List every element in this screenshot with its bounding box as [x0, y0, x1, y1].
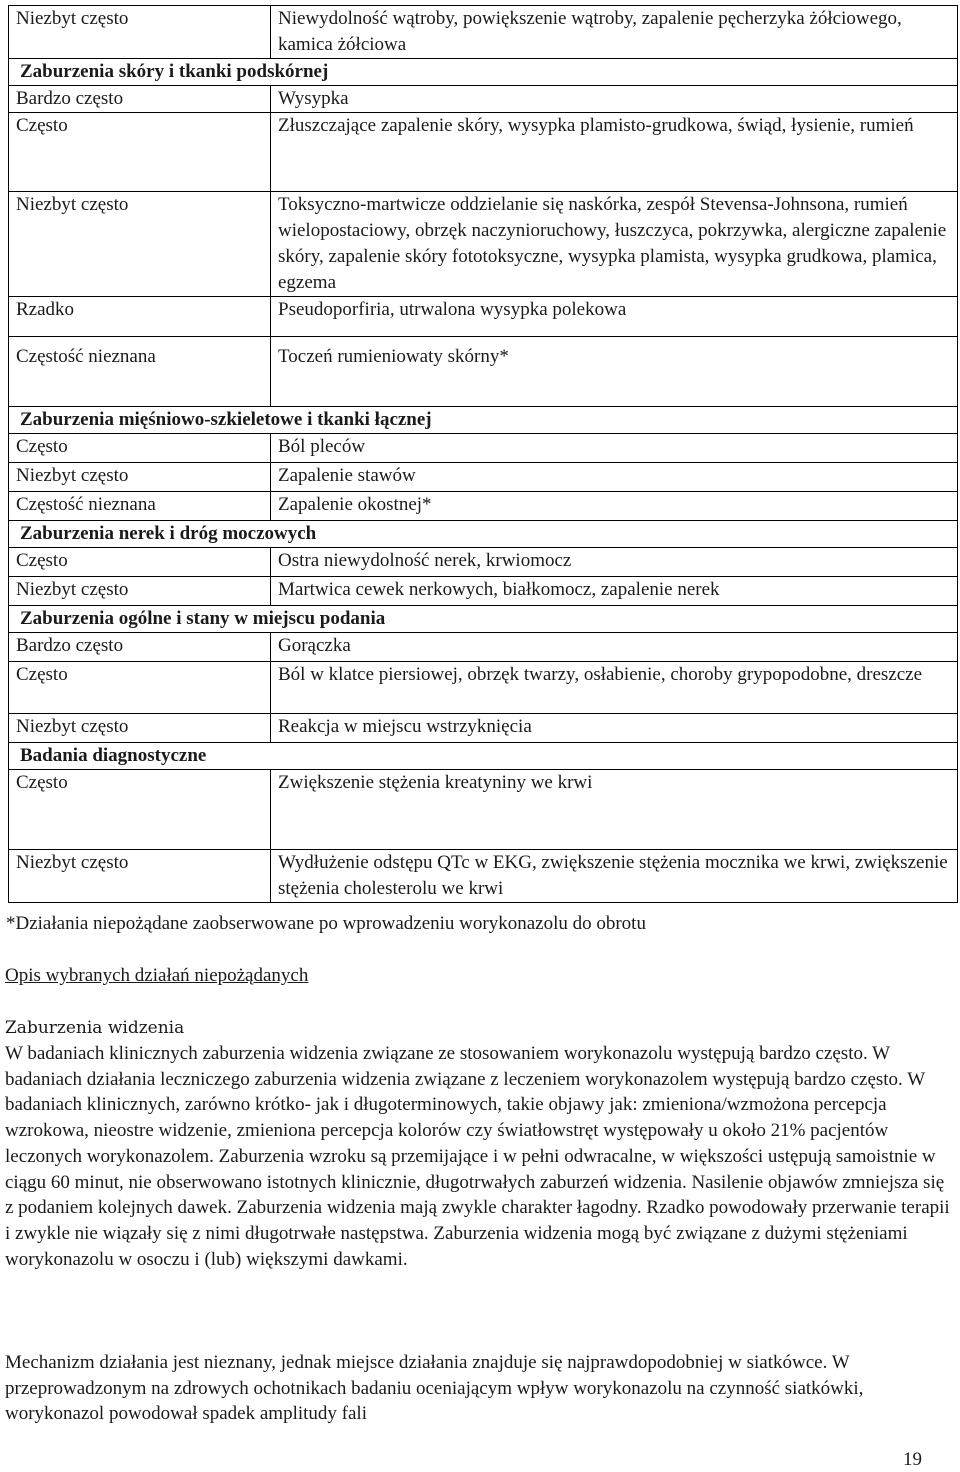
section-title: Zaburzenia ogólne i stany w miejscu podania	[9, 606, 958, 633]
section-heading: Opis wybranych działań niepożądanych	[5, 965, 309, 986]
section-row	[9, 743, 958, 770]
effect-cell: Ból w klatce piersiowej, obrzęk twarzy, osłabienie, choroby grypopodobne, dreszcze	[271, 662, 958, 714]
section-row	[9, 407, 958, 434]
effect-cell: Toczeń rumieniowaty skórny*	[271, 337, 958, 407]
frequency-cell: Częstość nieznana	[9, 492, 271, 521]
effect-cell: Zapalenie okostnej*	[271, 492, 958, 521]
frequency-cell: Niezbyt często	[9, 463, 271, 492]
effect-cell: Ostra niewydolność nerek, krwiomocz	[271, 548, 958, 577]
table-row	[9, 577, 958, 606]
table-row	[9, 662, 958, 714]
subheading: Zaburzenia widzenia	[5, 1018, 185, 1038]
section-row	[9, 521, 958, 548]
frequency-cell: Niezbyt często	[9, 714, 271, 743]
effect-cell: Reakcja w miejscu wstrzyknięcia	[271, 714, 958, 743]
frequency-cell: Często	[9, 113, 271, 192]
table-row	[9, 6, 958, 59]
table-row	[9, 434, 958, 463]
effect-cell: Wydłużenie odstępu QTc w EKG, zwiększenie stężenia mocznika we krwi, zwiększenie stężenia cholesterolu we krwi	[271, 850, 958, 903]
section-title: Zaburzenia skóry i tkanki podskórnej	[9, 59, 958, 86]
frequency-cell: Bardzo często	[9, 633, 271, 662]
table-row	[9, 297, 958, 337]
frequency-cell: Niezbyt często	[9, 6, 271, 59]
frequency-cell: Niezbyt często	[9, 577, 271, 606]
frequency-cell: Rzadko	[9, 297, 271, 337]
frequency-cell: Niezbyt często	[9, 192, 271, 297]
table-row	[9, 463, 958, 492]
section-row	[9, 606, 958, 633]
effect-cell: Wysypka	[271, 86, 958, 113]
section-title: Zaburzenia mięśniowo-szkieletowe i tkanki łącznej	[9, 407, 958, 434]
table-row	[9, 633, 958, 662]
frequency-cell: Często	[9, 662, 271, 714]
effect-cell: Pseudoporfiria, utrwalona wysypka polekowa	[271, 297, 958, 337]
table-row	[9, 548, 958, 577]
footnote: *Działania niepożądane zaobserwowane po wprowadzeniu worykonazolu do obrotu	[6, 913, 646, 934]
adverse-reactions-table-container	[8, 5, 958, 903]
table-row	[9, 192, 958, 297]
table-row	[9, 714, 958, 743]
page-number: 19	[903, 1449, 922, 1470]
paragraph: W badaniach klinicznych zaburzenia widzenia związane ze stosowaniem worykonazolu występują bardzo często. W badaniach działania leczniczego zaburzenia widzenia związane z leczeniem worykonazolem występują bardzo często. W badaniach klinicznych, zarówno krótko- jak i długoterminowych, takie objawy jak: zmieniona/wzmożona percepcja wzrokowa, nieostre widzenie, zmieniona percepcja kolorów czy światłowstręt występowały u około 21% pacjentów leczonych worykonazolem. Zaburzenia wzroku są przemijające i w pełni odwracalne, w większości ustępują samoistnie w ciągu 60 minut, nie obserwowano istotnych klinicznie, długotrwałych zaburzeń widzenia. Nasilenie objawów zmniejsza się z podaniem kolejnych dawek. Zaburzenia widzenia mają zwykle charakter łagodny. Rzadko powodowały przerwanie terapii i zwykle nie wiązały się z nimi długotrwałe następstwa. Zaburzenia widzenia mogą być związane z dużymi stężeniami worykonazolu w osoczu i (lub) większymi dawkami.	[5, 1043, 950, 1270]
table-row	[9, 113, 958, 192]
effect-cell: Zwiększenie stężenia kreatyniny we krwi	[271, 770, 958, 850]
effect-cell: Martwica cewek nerkowych, białkomocz, zapalenie nerek	[271, 577, 958, 606]
table-row	[9, 492, 958, 521]
effect-cell: Gorączka	[271, 633, 958, 662]
adverse-reactions-table	[8, 5, 958, 903]
table-row	[9, 770, 958, 850]
table-row	[9, 86, 958, 113]
frequency-cell: Częstość nieznana	[9, 337, 271, 407]
frequency-cell: Często	[9, 770, 271, 850]
frequency-cell: Często	[9, 548, 271, 577]
effect-cell: Toksyczno-martwicze oddzielanie się naskórka, zespół Stevensa-Johnsona, rumień wielopostaciowy, obrzęk naczynioruchowy, łuszczyca, pokrzywka, alergiczne zapalenie skóry, zapalenie skóry fototoksyczne, wysypka plamista, wysypka grudkowa, plamica, egzema	[271, 192, 958, 297]
table-row	[9, 850, 958, 903]
effect-cell: Niewydolność wątroby, powiększenie wątroby, zapalenie pęcherzyka żółciowego, kamica żółciowa	[271, 6, 958, 59]
effect-cell: Zapalenie stawów	[271, 463, 958, 492]
frequency-cell: Niezbyt często	[9, 850, 271, 903]
frequency-cell: Bardzo często	[9, 86, 271, 113]
paragraph: Mechanizm działania jest nieznany, jednak miejsce działania znajduje się najprawdopodobniej w siatkówce. W przeprowadzonym na zdrowych ochotnikach badaniu oceniającym wpływ worykonazolu na czynność siatkówki, worykonazol powodował spadek amplitudy fali	[5, 1352, 864, 1425]
effect-cell: Złuszczające zapalenie skóry, wysypka plamisto-grudkowa, świąd, łysienie, rumień	[271, 113, 958, 192]
effect-cell: Ból pleców	[271, 434, 958, 463]
section-title: Zaburzenia nerek i dróg moczowych	[9, 521, 958, 548]
section-title: Badania diagnostyczne	[9, 743, 958, 770]
frequency-cell: Często	[9, 434, 271, 463]
section-row	[9, 59, 958, 86]
table-row	[9, 337, 958, 407]
